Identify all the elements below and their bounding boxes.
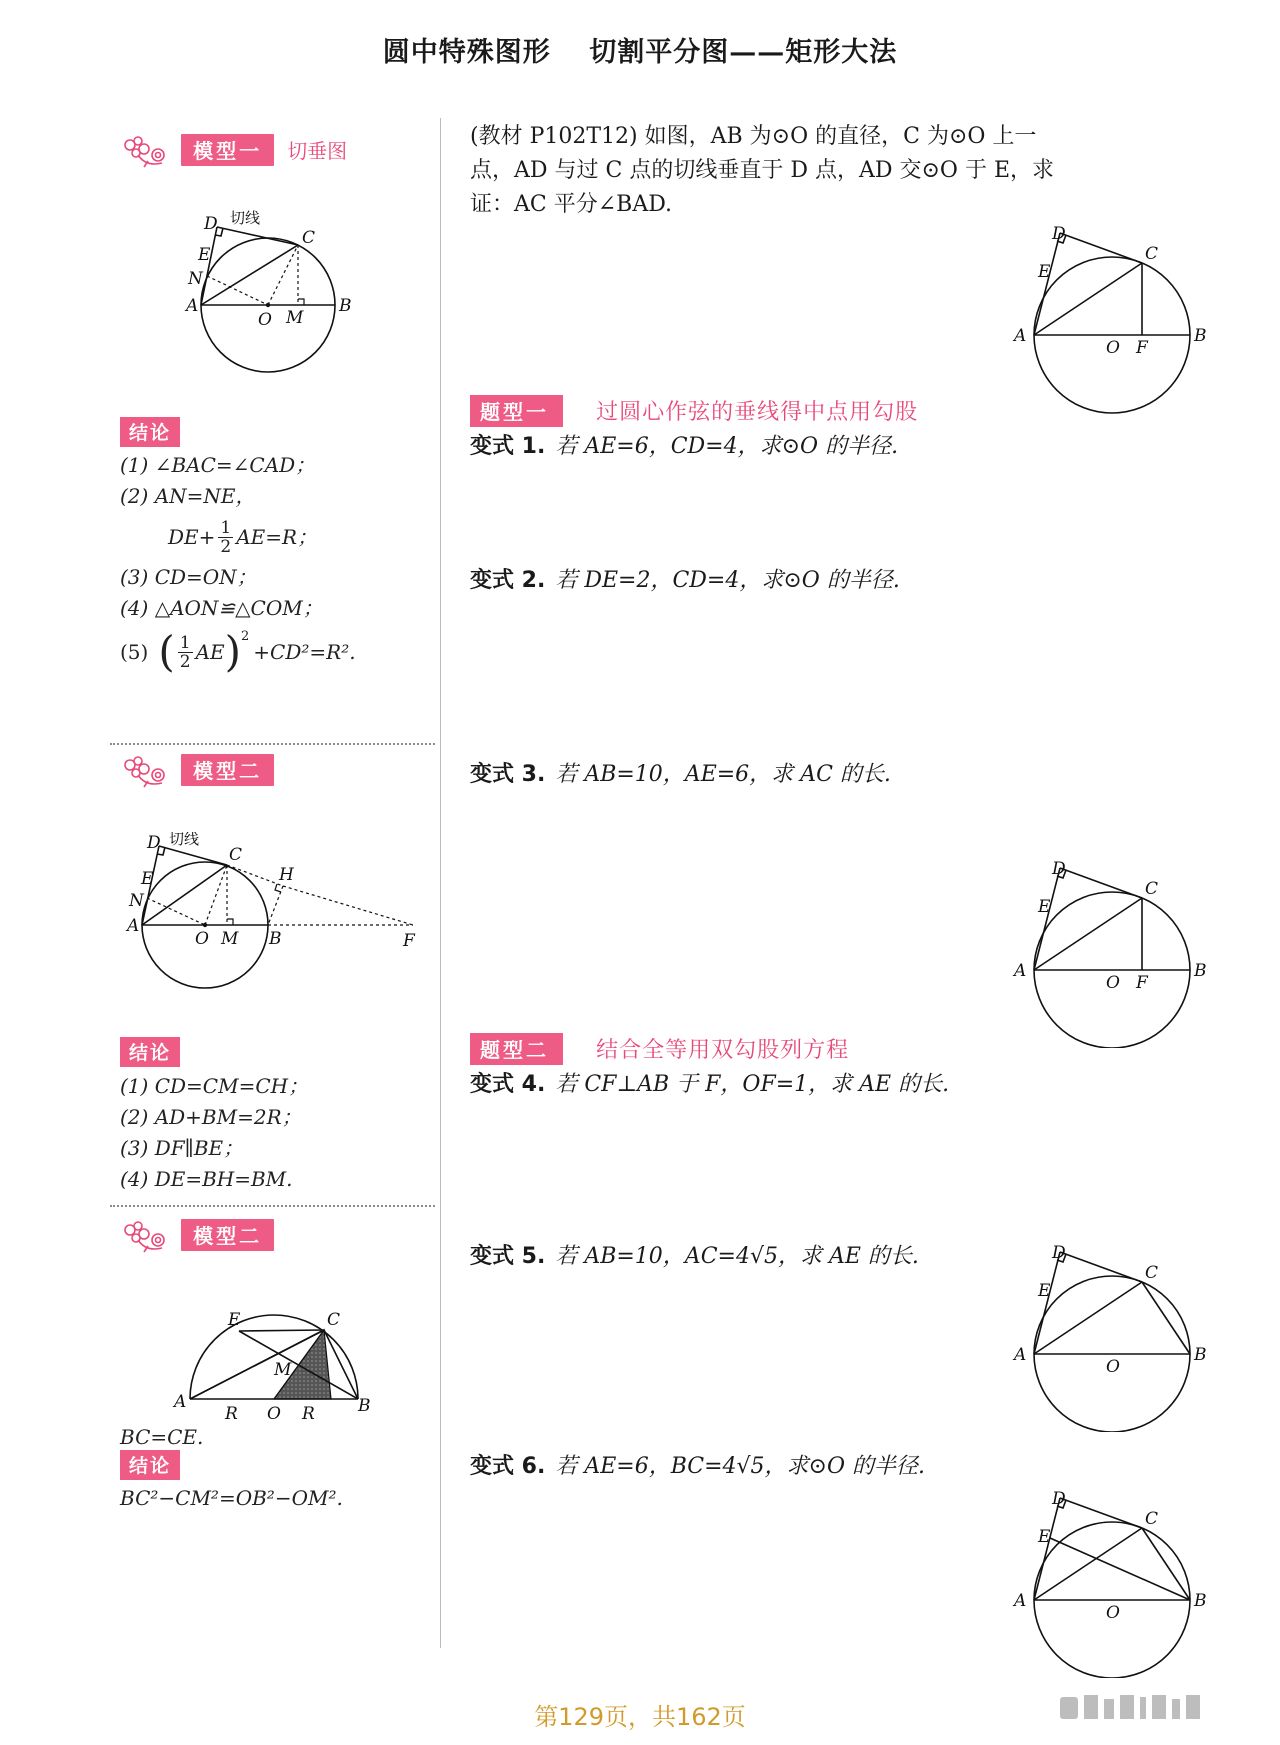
concl1-item4: (4) △AON≌△COM； <box>120 596 323 620</box>
problem-line3: 证：AC 平分∠BAD. <box>470 192 673 217</box>
concl1-item5-num: 1 <box>179 632 191 653</box>
label-o: O <box>1106 973 1120 993</box>
variant6 <box>470 1450 925 1484</box>
label-f: F <box>1136 338 1148 358</box>
variant1 <box>470 430 898 464</box>
conclusion2-badge: 结论 <box>120 1037 180 1067</box>
label-m: M <box>221 929 239 949</box>
variant4-text: 若 CF⊥AB 于 F，OF=1，求 AE 的长. <box>555 1072 950 1097</box>
label-h: H <box>279 865 294 885</box>
conclusion2-badge-wrap <box>120 1037 180 1067</box>
conclusion2-list <box>120 1071 430 1195</box>
label-d: D <box>1052 1489 1066 1509</box>
concl1-fraction <box>218 519 233 556</box>
paren-left: ( <box>158 627 175 676</box>
label-b: B <box>1194 1345 1207 1365</box>
label-e: E <box>1038 1527 1051 1547</box>
variant2-tag: 变式 2. <box>470 568 546 593</box>
label-o: O <box>1106 1357 1120 1377</box>
model3-figure <box>170 1295 380 1425</box>
label-c: C <box>1145 244 1159 264</box>
concl1-item5-prefix: (5) <box>120 639 149 664</box>
label-e: E <box>1038 897 1051 917</box>
label-b: B <box>1194 961 1207 981</box>
label-n: N <box>129 891 144 911</box>
label-f: F <box>403 931 415 951</box>
concl1-item2b <box>168 512 430 562</box>
model2-badge: 模型二 <box>181 754 274 786</box>
label-d: D <box>147 833 161 853</box>
model1-header <box>118 133 347 173</box>
concl1-item3: (3) CD=ON； <box>120 565 257 589</box>
concl1-item2b-left: DE+ <box>168 524 216 549</box>
label-a: A <box>174 1392 187 1412</box>
label-m: M <box>286 308 304 328</box>
variant5 <box>470 1240 919 1274</box>
variant6-tag: 变式 6. <box>470 1454 546 1479</box>
label-c: C <box>229 845 243 865</box>
variant3-text: 若 AB=10，AE=6，求 AC 的长. <box>555 762 891 787</box>
label-c: C <box>327 1310 341 1330</box>
flower-icon <box>118 1218 176 1258</box>
concl1-item2: (2) AN=NE， <box>120 484 256 508</box>
label-d: D <box>1052 225 1066 244</box>
model2-header <box>118 753 274 793</box>
label-e: E <box>228 1310 241 1330</box>
concl3-arc <box>120 1422 203 1453</box>
square-mark: 2 <box>241 628 250 644</box>
concl2-item4: (4) DE=BH=BM. <box>120 1167 293 1191</box>
concl2-item1: (1) CD=CM=CH； <box>120 1074 309 1098</box>
type1-subtitle: 过圆心作弦的垂线得中点用勾股 <box>596 400 919 425</box>
variant2-text: 若 DE=2，CD=4，求⊙O 的半径. <box>555 568 900 593</box>
variant3-tag: 变式 3. <box>470 762 546 787</box>
problem-line1: (教材 P102T12) 如图，AB 为⊙O 的直径，C 为⊙O 上一 <box>470 124 1037 149</box>
label-o: O <box>1106 338 1120 358</box>
title-right: 切割平分图——矩形大法 <box>589 37 898 68</box>
problem-figure <box>1008 225 1208 415</box>
model1-figure <box>180 205 370 380</box>
label-e: E <box>141 869 154 889</box>
variant4 <box>470 1068 949 1102</box>
model1-badge: 模型一 <box>181 134 274 166</box>
variant5-text: 若 AB=10，AC=4√5，求 AE 的长. <box>555 1244 919 1269</box>
concl1-item5-fraction <box>178 634 193 671</box>
variant1-tag: 变式 1. <box>470 434 546 459</box>
concl1-item1: (1) ∠BAC=∠CAD； <box>120 453 316 477</box>
label-b: B <box>339 296 352 316</box>
page-footer: 第129页，共162页 <box>534 1703 746 1731</box>
concl1-item2b-right: AE=R； <box>236 524 318 549</box>
concl1-frac-den: 2 <box>220 536 232 557</box>
main-problem <box>470 120 1210 222</box>
model1-subtitle: 切垂图 <box>287 138 348 163</box>
type2-badge: 题型二 <box>470 1033 563 1065</box>
label-d: D <box>1052 859 1066 879</box>
column-divider <box>440 118 441 1648</box>
label-c: C <box>1145 879 1159 899</box>
concl3-eq: BC²−CM²=OB²−OM². <box>120 1486 343 1510</box>
variant6-text: 若 AE=6，BC=4√5，求⊙O 的半径. <box>555 1454 926 1479</box>
label-b: B <box>1194 326 1207 346</box>
concl2-item2: (2) AD+BM=2R； <box>120 1105 302 1129</box>
concl1-item5-right: +CD²=R². <box>253 639 356 664</box>
variant4-tag: 变式 4. <box>470 1072 546 1097</box>
label-c: C <box>302 228 316 248</box>
label-r-right: R <box>302 1404 315 1424</box>
type1-header <box>470 395 918 427</box>
label-o: O <box>258 310 272 330</box>
variant4-figure <box>1008 858 1208 1048</box>
label-b: B <box>269 929 282 949</box>
concl1-item5-mid: AE <box>195 639 225 664</box>
label-b: B <box>1194 1591 1207 1611</box>
model3-header <box>118 1218 274 1258</box>
label-o: O <box>267 1404 281 1424</box>
paren-right: ) <box>224 627 241 676</box>
conclusion1-list <box>120 450 430 680</box>
label-d: D <box>204 214 218 234</box>
variant5-figure <box>1008 1242 1208 1432</box>
conclusion1-badge: 结论 <box>120 417 180 447</box>
label-n: N <box>188 269 203 289</box>
conclusion3-badge-wrap <box>120 1450 180 1480</box>
flower-icon <box>118 133 176 173</box>
label-tangent: 切线 <box>230 209 261 227</box>
type2-header <box>470 1033 849 1065</box>
concl1-frac-num: 1 <box>220 517 232 538</box>
page-title <box>0 30 1280 69</box>
problem-line2: 点，AD 与过 C 点的切线垂直于 D 点，AD 交⊙O 于 E，求 <box>470 158 1055 183</box>
conclusion3-badge: 结论 <box>120 1450 180 1480</box>
type1-badge: 题型一 <box>470 395 563 427</box>
variant6-figure <box>1008 1488 1208 1678</box>
model3-badge: 模型二 <box>181 1219 274 1251</box>
label-a: A <box>127 916 140 936</box>
variant1-text: 若 AE=6，CD=4，求⊙O 的半径. <box>555 434 899 459</box>
label-o: O <box>1106 1603 1120 1623</box>
concl2-item3: (3) DF∥BE； <box>120 1136 244 1160</box>
label-a: A <box>1014 961 1027 981</box>
concl3-arc-text: BC=CE. <box>120 1425 204 1449</box>
label-a: A <box>186 296 199 316</box>
divider-1 <box>110 743 435 745</box>
label-b: B <box>358 1396 371 1416</box>
model2-figure <box>125 832 425 1002</box>
label-m: M <box>274 1360 292 1380</box>
label-a: A <box>1014 326 1027 346</box>
label-c: C <box>1145 1263 1159 1283</box>
label-e: E <box>1038 262 1051 282</box>
label-c: C <box>1145 1509 1159 1529</box>
variant5-tag: 变式 5. <box>470 1244 546 1269</box>
concl1-item5 <box>120 624 430 680</box>
label-f: F <box>1136 973 1148 993</box>
label-o: O <box>195 929 209 949</box>
label-r-left: R <box>225 1404 238 1424</box>
label-e: E <box>1038 1281 1051 1301</box>
variant2 <box>470 564 900 598</box>
conclusion1-badge-wrap <box>120 417 180 447</box>
label-a: A <box>1014 1345 1027 1365</box>
label-tangent: 切线 <box>169 832 200 848</box>
flower-icon <box>118 753 176 793</box>
label-a: A <box>1014 1591 1027 1611</box>
label-d: D <box>1052 1243 1066 1263</box>
type2-subtitle: 结合全等用双勾股列方程 <box>596 1038 850 1063</box>
concl1-item5-den: 2 <box>179 651 191 672</box>
label-e: E <box>198 245 211 265</box>
divider-2 <box>110 1205 435 1207</box>
title-left: 圆中特殊图形 <box>382 37 551 68</box>
variant3 <box>470 758 891 792</box>
